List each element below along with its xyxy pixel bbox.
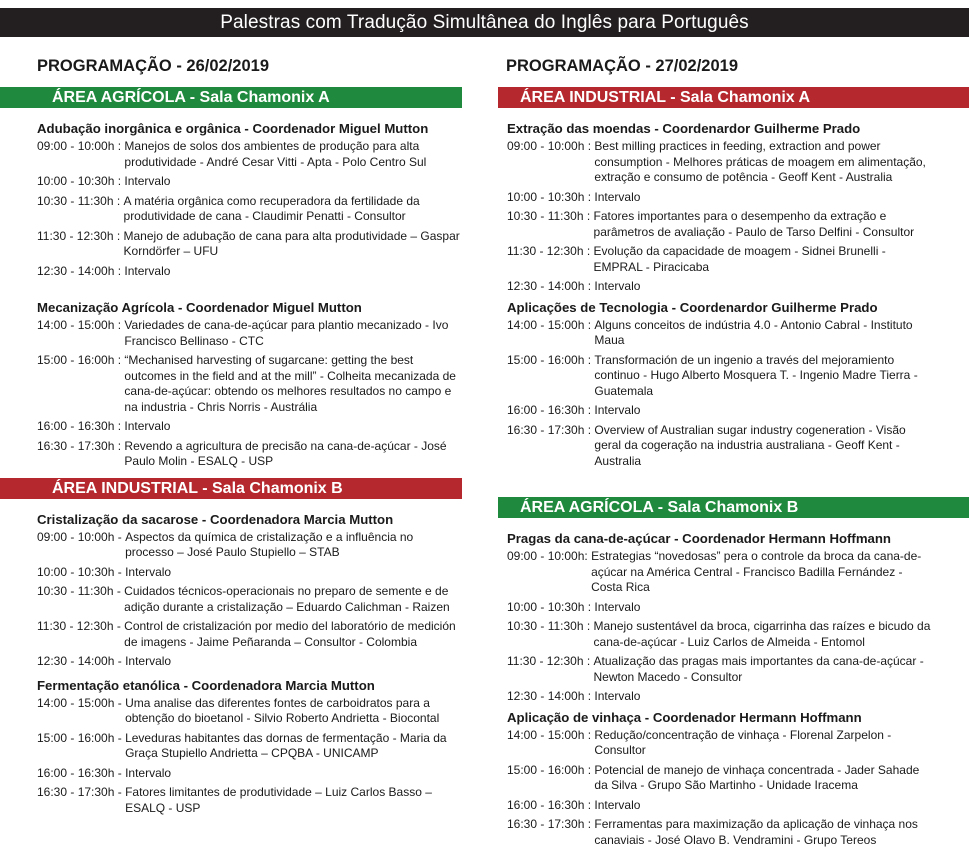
schedule-item xyxy=(507,654,935,685)
item-time: 16:00 - 16:30h : xyxy=(507,797,595,812)
item-time: 16:00 - 16:30h : xyxy=(37,419,125,433)
item-time: 10:30 - 11:30h : xyxy=(507,209,594,223)
item-time: 09:00 - 10:00h : xyxy=(37,139,125,153)
item-desc: A matéria orgânica como recuperadora da fertilidade da produtividade de cana - Claudimir Penatti - Consultor xyxy=(123,193,420,223)
item-desc: Potencial de manejo de vinhaça concentrada - Jader Sahade da Silva - Grupo São Martinho - Unidade Iracema xyxy=(594,762,920,792)
item-time: 10:30 - 11:30h : xyxy=(507,619,594,633)
item-desc: Fatores importantes para o desempenho da extração e parâmetros de avaliação - Paulo de Tarso Delfini - Consultor xyxy=(593,209,915,239)
item-time: 15:00 - 16:00h : xyxy=(507,762,595,777)
item-time: 09:00 - 10:00h - xyxy=(37,529,126,544)
schedule-item xyxy=(37,318,460,349)
section-title: Cristalização da sacarose - Coordenadora Marcia Mutton xyxy=(37,511,394,527)
item-time: 15:00 - 16:00h - xyxy=(37,730,126,745)
item-time: 15:00 - 16:00h : xyxy=(37,353,125,367)
schedule-item xyxy=(507,728,935,759)
item-time: 10:00 - 10:30h : xyxy=(37,174,125,188)
schedule-item xyxy=(37,419,460,435)
item-desc: Manejo de adubação de cana para alta produtividade – Gaspar Korndörfer – UFU xyxy=(123,228,460,258)
item-time: 10:00 - 10:30h - xyxy=(37,564,126,579)
item-time: 16:30 - 17:30h - xyxy=(37,785,126,799)
schedule-item xyxy=(37,194,460,225)
item-desc: Redução/concentração de vinhaça - Florenal Zarpelon - Consultor xyxy=(594,727,892,757)
schedule-item xyxy=(37,654,460,670)
schedule-item xyxy=(37,785,460,816)
item-desc: Intervalo xyxy=(594,279,641,293)
item-time: 11:30 - 12:30h - xyxy=(37,619,125,633)
schedule-item xyxy=(507,549,935,596)
item-desc: Best milling practices in feeding, extraction and power consumption - Melhores práticas de moagem em alimentação, extração e consumo de potência - Geoff Kent - Australia xyxy=(594,139,926,184)
item-time: 10:00 - 10:30h : xyxy=(507,189,595,204)
item-desc: Evolução da capacidade de moagem - Sidnei Brunelli - EMPRAL - Piracicaba xyxy=(593,244,886,274)
item-desc: Atualização das pragas mais importantes da cana-de-açúcar - Newton Macedo - Consultor xyxy=(593,654,924,684)
item-desc: Estrategias “novedosas” pera o controle da broca da cana-de-açúcar na América Central - Francisco Badilla Fernández - Costa Rica xyxy=(591,549,922,594)
item-desc: Intervalo xyxy=(124,419,171,433)
item-time: 12:30 - 14:00h : xyxy=(37,263,125,278)
item-desc: Overview of Australian sugar industry cogeneration - Visão geral da cogeração na industria australiana - Geoff Kent - Australia xyxy=(594,422,906,468)
area-block xyxy=(498,530,969,848)
schedule-item xyxy=(507,689,935,705)
section-title: Extração das moendas - Coordenardor Guilherme Prado xyxy=(507,121,861,136)
area-band: ÁREA INDUSTRIAL - Sala Chamonix A xyxy=(498,87,969,108)
date-title: PROGRAMAÇÃO - 26/02/2019 xyxy=(37,57,269,75)
schedule-item xyxy=(37,174,460,190)
item-time: 12:30 - 14:00h : xyxy=(507,689,595,703)
schedule-item xyxy=(507,817,935,848)
schedule-item xyxy=(507,423,935,470)
item-desc: Alguns conceitos de indústria 4.0 - Antonio Cabral - Instituto Maua xyxy=(594,317,913,347)
schedule-item xyxy=(37,139,460,170)
item-desc: Transformación de un ingenio a través del mejoramiento continuo - Hugo Alberto Mosquera T. - Ingenio Madre Tierra - Guatemala xyxy=(594,352,918,398)
item-desc: Intervalo xyxy=(594,797,641,812)
item-desc: Ferramentas para maximização da aplicação de vinhaça nos canaviais - José Olavo B. Vendramini - Grupo Tereos xyxy=(594,817,918,847)
schedule-item xyxy=(37,696,460,727)
item-time: 11:30 - 12:30h : xyxy=(507,244,594,258)
schedule-item xyxy=(507,139,935,186)
item-time: 12:30 - 14:00h - xyxy=(37,654,126,668)
section-title: Fermentação etanólica - Coordenadora Marcia Mutton xyxy=(37,677,375,693)
page-title-banner xyxy=(0,8,969,37)
schedule-item xyxy=(507,190,935,206)
item-time: 10:30 - 11:30h : xyxy=(37,193,124,208)
schedule-item xyxy=(507,619,935,650)
schedule-item xyxy=(37,565,460,581)
area-block xyxy=(0,511,462,817)
schedule-item xyxy=(507,209,935,240)
schedule-item xyxy=(37,439,460,470)
item-time: 09:00 - 10:00h : xyxy=(507,139,595,153)
item-time: 16:30 - 17:30h : xyxy=(507,422,595,437)
section-title: Adubação inorgânica e orgânica - Coordenador Miguel Mutton xyxy=(37,121,429,136)
item-time: 11:30 - 12:30h : xyxy=(507,654,594,668)
schedule-item xyxy=(37,766,460,782)
item-time: 14:00 - 15:00h : xyxy=(507,727,595,742)
item-desc: Intervalo xyxy=(125,765,172,780)
item-desc: Leveduras habitantes das dornas de fermentação - Maria da Graça Stupiello Andrietta – CPQBA - UNICAMP xyxy=(125,730,447,760)
item-desc: Manejos de solos dos ambientes de produção para alta produtividade - André Cesar Vitti - Apta - Polo Centro Sul xyxy=(124,139,427,169)
item-desc: “Mechanised harvesting of sugarcane: getting the best outcomes in the field and at the mill” - Colheita mecanizada de cana-de-açúcar: obtendo os melhores resultados no campo e na industria - Chris Norris - Austrália xyxy=(124,353,456,414)
day-2-column xyxy=(498,55,969,852)
item-time: 16:30 - 17:30h : xyxy=(507,817,595,831)
schedule-item xyxy=(507,403,935,419)
item-time: 11:30 - 12:30h : xyxy=(37,228,124,243)
item-time: 12:30 - 14:00h : xyxy=(507,279,595,293)
item-time: 10:30 - 11:30h - xyxy=(37,584,125,598)
schedule-item xyxy=(37,731,460,762)
item-desc: Uma analise das diferentes fontes de carboidratos para a obtenção do bioetanol - Silvio Roberto Andrietta - Biocontal xyxy=(125,695,440,725)
item-desc: Revendo a agricultura de precisão na cana-de-açúcar - José Paulo Molin - ESALQ - USP xyxy=(124,438,447,468)
item-desc: Fatores limitantes de produtividade – Luiz Carlos Basso – ESALQ - USP xyxy=(125,785,432,815)
item-time: 10:00 - 10:30h : xyxy=(507,599,595,614)
schedule-item xyxy=(37,584,460,615)
item-time: 15:00 - 16:00h : xyxy=(507,352,595,367)
schedule-item xyxy=(507,798,935,814)
date-title: PROGRAMAÇÃO - 27/02/2019 xyxy=(506,57,738,75)
item-desc: Intervalo xyxy=(594,599,641,614)
item-desc: Intervalo xyxy=(594,403,641,417)
item-desc: Intervalo xyxy=(125,654,172,668)
section-title: Aplicações de Tecnologia - Coordenardor Guilherme Prado xyxy=(507,299,878,315)
schedule-item xyxy=(507,279,935,295)
section-title: Pragas da cana-de-açúcar - Coordenador Hermann Hoffmann xyxy=(507,531,891,546)
area-block xyxy=(498,120,969,469)
section-title: Aplicação de vinhaça - Coordenador Hermann Hoffmann xyxy=(507,709,862,725)
item-desc: Intervalo xyxy=(594,189,641,204)
item-desc: Intervalo xyxy=(594,689,641,703)
area-block xyxy=(0,120,462,470)
schedule-item xyxy=(507,600,935,616)
area-band: ÁREA AGRÍCOLA - Sala Chamonix B xyxy=(498,497,969,518)
item-desc: Control de cristalización por medio del laboratório de medición de imagens - Jaime Peñaranda – Consultor - Colombia xyxy=(124,619,456,649)
item-desc: Intervalo xyxy=(125,564,172,579)
item-time: 14:00 - 15:00h : xyxy=(507,317,595,332)
schedule-item xyxy=(37,530,460,561)
item-time: 14:00 - 15:00h - xyxy=(37,695,126,710)
schedule-item xyxy=(37,619,460,650)
schedule-item xyxy=(37,229,460,260)
schedule-item xyxy=(507,244,935,275)
schedule-item xyxy=(37,353,460,415)
item-desc: Aspectos da química de cristalização e a influência no processo – José Paulo Stupiello – STAB xyxy=(125,529,414,559)
schedule-item xyxy=(507,763,935,794)
area-band: ÁREA INDUSTRIAL - Sala Chamonix B xyxy=(0,478,462,499)
item-time: 09:00 - 10:00h: xyxy=(507,549,592,563)
schedule-item xyxy=(37,264,460,280)
item-time: 16:00 - 16:30h : xyxy=(507,403,595,417)
section-title: Mecanização Agrícola - Coordenador Miguel Mutton xyxy=(37,300,362,315)
item-desc: Intervalo xyxy=(124,263,171,278)
page-title: Palestras com Tradução Simultânea do Inglês para Português xyxy=(220,12,749,33)
schedule-item xyxy=(507,353,935,400)
schedule-item xyxy=(507,318,935,349)
item-time: 14:00 - 15:00h : xyxy=(37,318,125,332)
item-time: 16:00 - 16:30h - xyxy=(37,765,126,780)
item-time: 16:30 - 17:30h : xyxy=(37,438,125,453)
day-1-column xyxy=(0,55,462,820)
item-desc: Manejo sustentável da broca, cigarrinha das raízes e bicudo da cana-de-açúcar - Luiz Carlos de Almeida - Entomol xyxy=(593,619,931,649)
area-band: ÁREA AGRÍCOLA - Sala Chamonix A xyxy=(0,87,462,108)
item-desc: Intervalo xyxy=(124,174,171,188)
item-desc: Variedades de cana-de-açúcar para plantio mecanizado - Ivo Francisco Bellinaso - CTC xyxy=(124,318,449,348)
item-desc: Cuidados técnicos-operacionais no preparo de semente e de adição durante a cristalização – Eduardo Calichman - Raizen xyxy=(124,584,450,614)
